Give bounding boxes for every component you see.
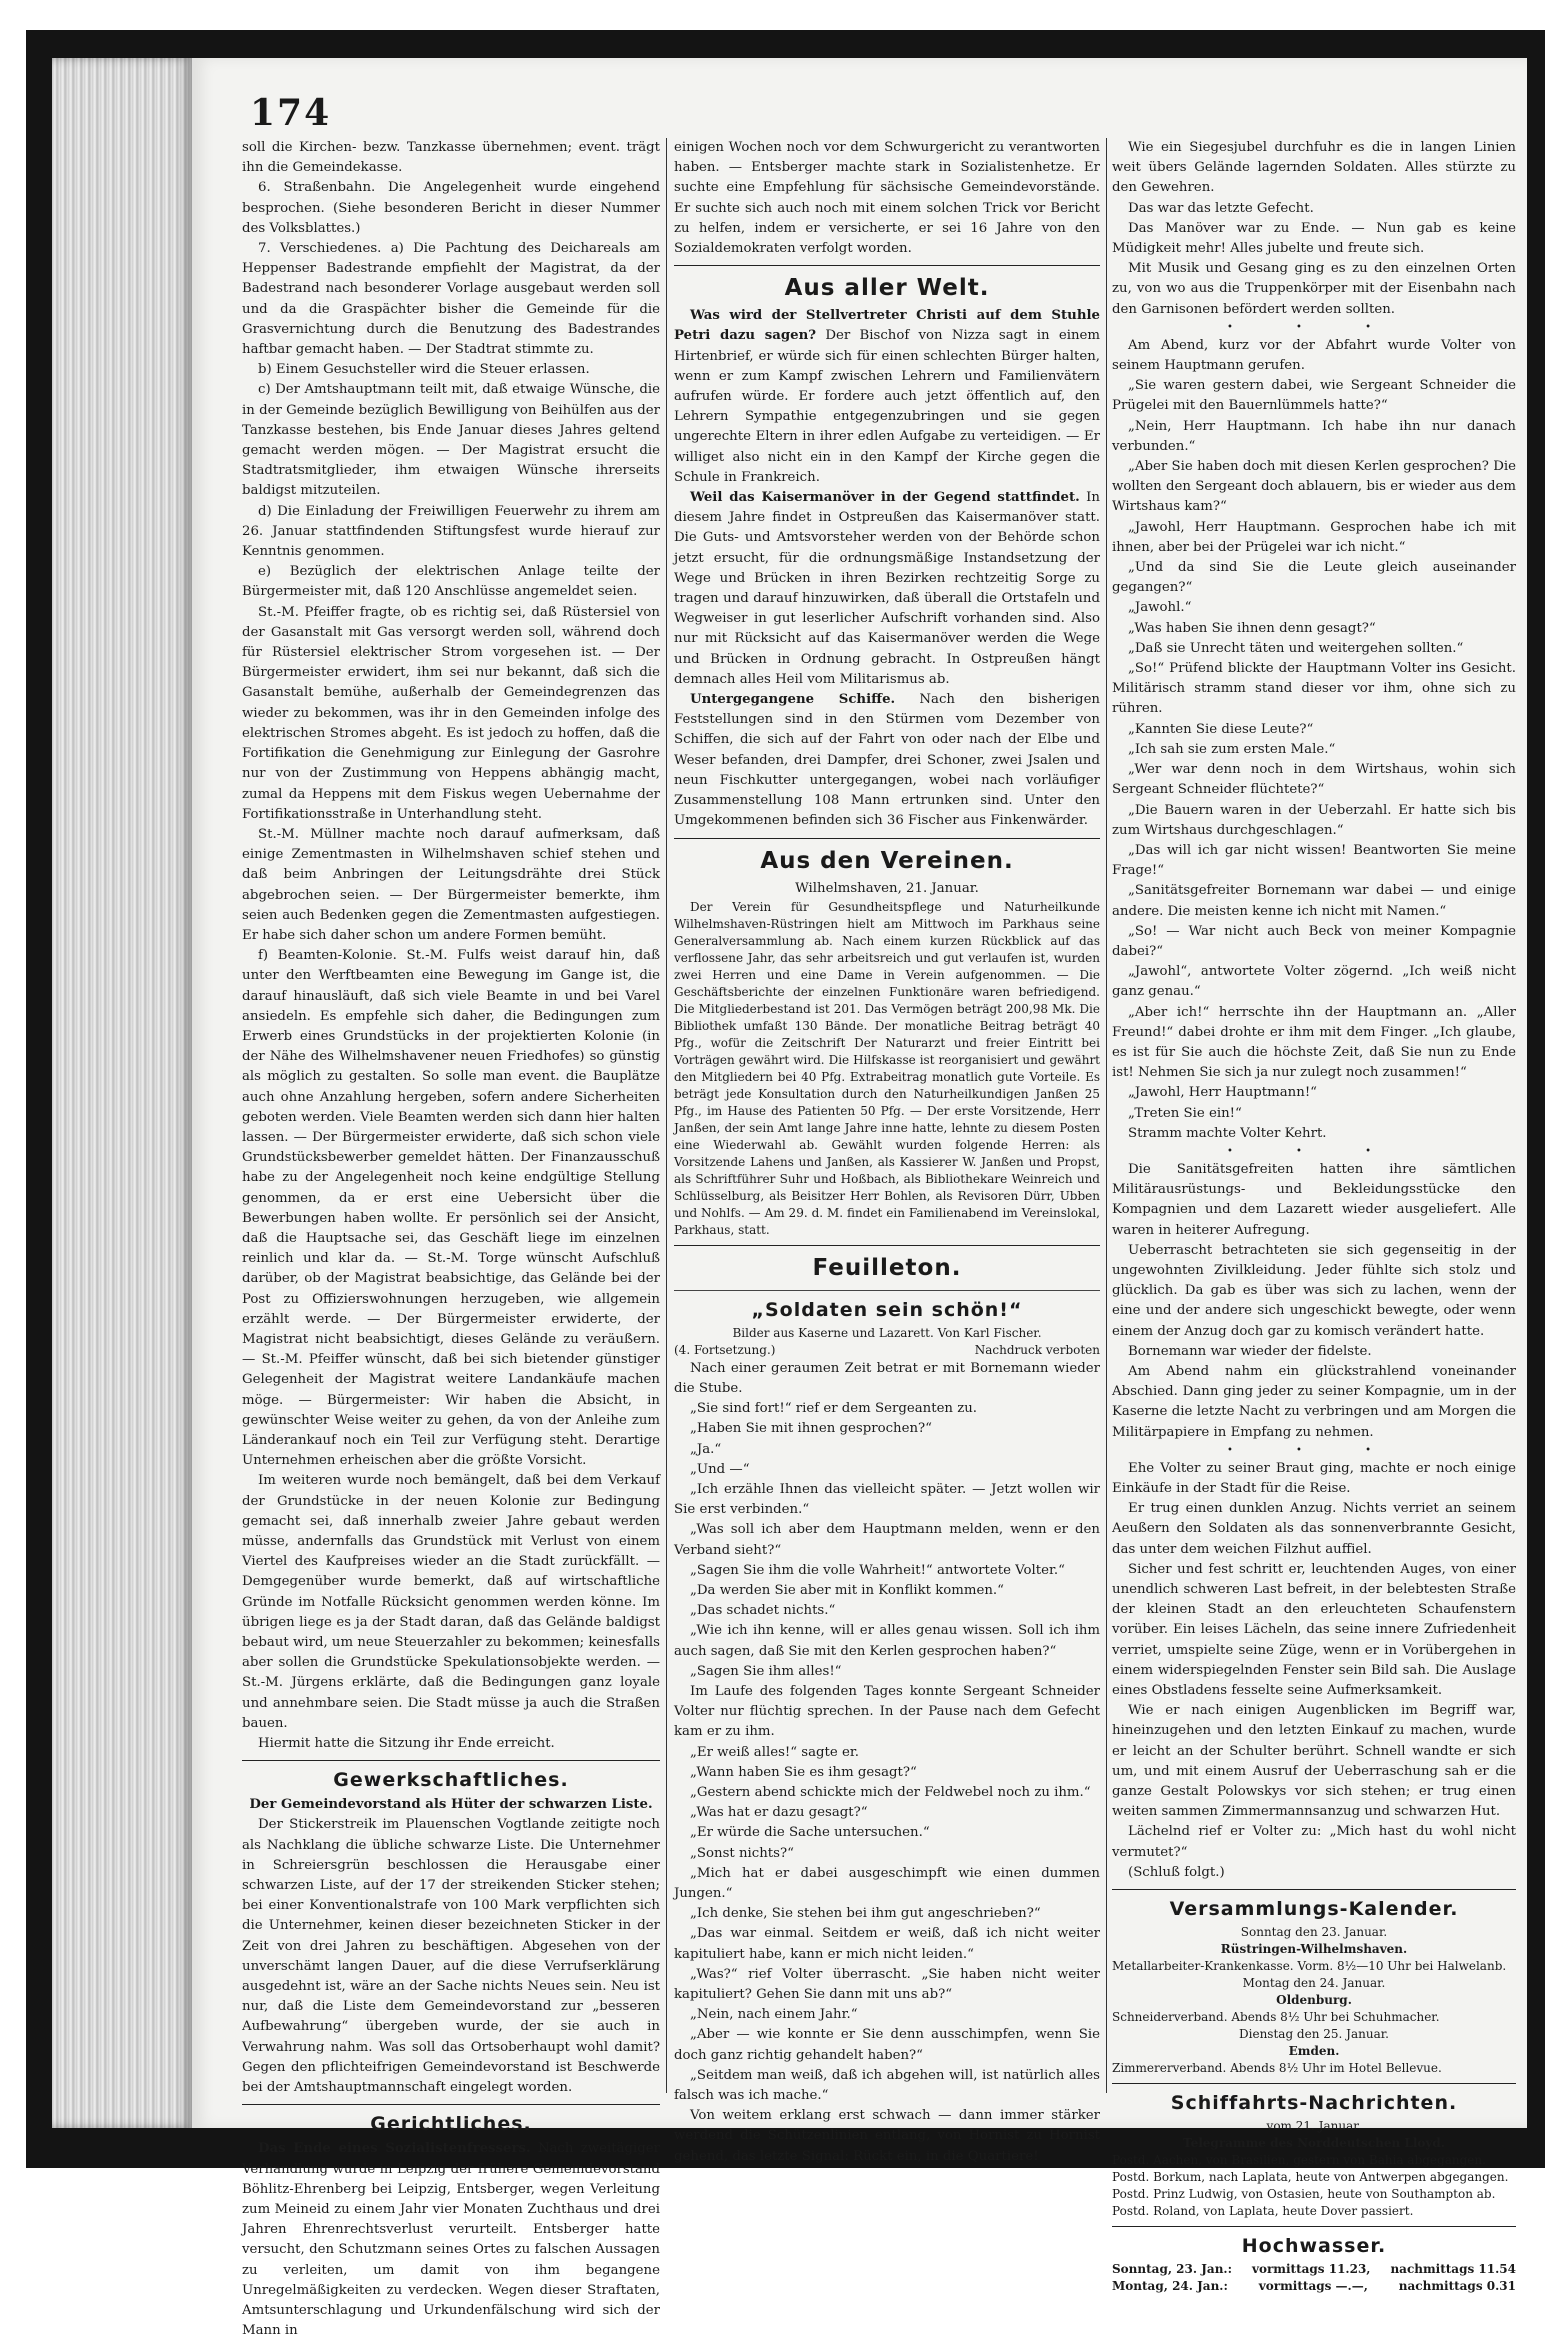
paragraph: „Kannten Sie diese Leute?“ — [1128, 721, 1314, 737]
paragraph: „Ich denke, Sie stehen bei ihm gut angeschrieben?“ — [690, 1906, 1041, 1922]
column-2 — [674, 138, 1100, 2164]
article-title: Weil das Kaisermanöver in der Gegend stattfindet. — [690, 490, 1080, 506]
article-text: In diesem Jahre findet in Ostpreußen das Kaisermanöver statt. Die Guts- und Amtsvorsteher werden von der Behörde schon jetzt ersucht, für die ordnungsmäßige Instandsetzung der Wege und Brücken in ihren Bezirken rechtzeitig Sorge zu tragen und darauf hinzuwirken, daß überall die Ortstafeln und Wegweiser in gut leserlicher Aufschrift vorhanden sind. Also nur mit Rücksicht auf das Kaisermanöver werden die Wege und Brücken in Ordnung gebracht. In Ostpreußen hängt demnach alles Heil vom Militarismus ab. — [674, 490, 1100, 687]
paragraph: „Das will ich gar nicht wissen! Beantworten Sie meine Frage!“ — [1112, 842, 1516, 879]
paragraph: „Treten Sie ein!“ — [1128, 1105, 1242, 1121]
paragraph: einigen Wochen noch vor dem Schwurgericht zu verantworten haben. — Entsberger machte stark in Sozialistenhetze. Er suchte eine Empfehlung für sächsische Gemeindevorstände. Er suchte sich auch noch mit einem solchen Trick vor Bericht zu helfen, indem er versicherte, er sei 16 Jahre von den Sozialdemokraten verfolgt worden. — [674, 140, 1100, 257]
paragraph: Die Sanitätsgefreiten hatten ihre sämtlichen Militärausrüstungs- und Bekleidungsstücke den Kompagnien und dem Lazarett wieder ausgeliefert. Alle waren in heiterer Aufregung. — [1112, 1161, 1516, 1238]
paragraph: Ehe Volter zu seiner Braut ging, machte er noch einige Einkäufe in der Stadt für die Reise. — [1112, 1460, 1516, 1496]
paragraph: Wie ein Siegesjubel durchfuhr es die in langen Linien weit übers Gelände lagernden Soldaten. Alles stürzte zu den Gewehren. — [1112, 140, 1516, 196]
continuation-note: (4. Fortsetzung.) — [674, 1342, 776, 1357]
paragraph: „Jawohl, Herr Hauptmann. Gesprochen habe ich mit ihnen, aber bei der Prügelei war ich nicht.“ — [1112, 519, 1516, 555]
paragraph: „Nein, nach einem Jahr.“ — [690, 2007, 858, 2023]
column-3 — [1112, 138, 1516, 2294]
shipping-line: Postd. Roland, von Laplata, heute Dover passiert. — [1112, 2204, 1414, 2219]
book-page-edge — [52, 58, 192, 2128]
paragraph: Er trug einen dunklen Anzug. Nichts verriet an seinem Aeußern den Soldaten als das sonnenverbrannte Gesicht, das unter dem weichen Filzhut auffiel. — [1112, 1501, 1516, 1557]
section-heading-vereine: Aus den Vereinen. — [760, 847, 1014, 874]
calendar-entry: Zimmererverband. Abends 8½ Uhr im Hotel Bellevue. — [1112, 2061, 1442, 2076]
paragraph: „Sie waren gestern dabei, wie Sergeant Schneider die Prügelei mit den Bauernlümmels hatte?“ — [1112, 378, 1516, 414]
paragraph: „Er weiß alles!“ sagte er. — [690, 1744, 859, 1760]
paragraph: „Aber — wie konnte er Sie denn ausschimpfen, wenn Sie doch ganz richtig gehandelt haben?“ — [674, 2027, 1100, 2063]
section-rule — [1112, 2083, 1516, 2084]
section-rule — [1112, 2226, 1516, 2227]
paragraph: „Da werden Sie aber mit in Konflikt kommen.“ — [690, 1582, 1004, 1598]
section-rule — [674, 1290, 1100, 1291]
dateline: Wilhelmshaven, 21. Januar. — [795, 880, 979, 896]
news-item — [674, 306, 1100, 488]
paragraph: „So!“ Prüfend blickte der Hauptmann Volter ins Gesicht. Militärisch stramm stand dieser vor ihm, ohne sich zu rühren. — [1112, 661, 1516, 717]
paragraph: „Sagen Sie ihm alles!“ — [690, 1663, 842, 1679]
paragraph: „Wie ich ihn kenne, will er alles genau wissen. Soll ich ihm auch sagen, daß Sie mit den Kerlen gesprochen haben?“ — [674, 1623, 1100, 1659]
paragraph: Am Abend nahm ein glückstrahlend voneinander Abschied. Dann ging jeder zu seiner Kompagnie, um in der Kaserne die letzte Nacht zu verbringen und am Morgen die Militärpapiere in Empfang zu nehmen. — [1112, 1363, 1516, 1440]
paragraph: „So! — War nicht auch Beck von meiner Kompagnie dabei?“ — [1112, 923, 1516, 959]
paragraph: (Schluß folgt.) — [1128, 1864, 1225, 1880]
article-title: Untergegangene Schiffe. — [690, 692, 896, 708]
story-continuation — [1112, 1160, 1516, 1443]
section-heading-versammlung: Versammlungs-Kalender. — [1169, 1898, 1459, 1921]
tide-row — [1112, 2261, 1516, 2278]
paragraph: „Sie sind fort!“ rief er dem Sergeanten zu. — [690, 1401, 978, 1417]
paragraph: Von weitem erklang erst schwach — dann immer stärker werdend die Schützenlinien entlang, von Hornist zu Hornist gehend, das letzte Signal: Rückt ein, in die Quartiere! — [674, 2108, 1100, 2164]
section-heading-welt: Aus aller Welt. — [784, 275, 990, 302]
story-title: „Soldaten sein schön!“ — [751, 1298, 1023, 1321]
tide-day: Montag, 24. Jan.: — [1112, 2279, 1228, 2294]
paragraph: „Aber ich!“ herrschte ihn der Hauptmann an. „Aller Freund!“ dabei drohte er ihm mit dem Finger. „Ich glaube, es ist für Sie auch die höchste Zeit, daß Sie nun zu Ende ist! Nehmen Sie sich ja nur zulegt noch zusammen!“ — [1112, 1004, 1516, 1081]
column-rule — [666, 138, 667, 2093]
story-continuation — [1112, 1459, 1516, 1883]
paragraph: „Mich hat er dabei ausgeschimpft wie einen dummen Jungen.“ — [674, 1865, 1100, 1901]
paragraph: „Wer war denn noch in dem Wirtshaus, wohin sich Sergeant Schneider flüchtete?“ — [1112, 762, 1516, 798]
paragraph — [242, 2139, 660, 2341]
paragraph: Das war das letzte Gefecht. — [1128, 200, 1314, 216]
section-rule — [242, 1760, 660, 1761]
story-continuation — [1112, 336, 1516, 1144]
section-rule — [242, 2104, 660, 2105]
article-text: Der Bischof von Nizza sagt in einem Hirtenbrief, er würde sich für einen schlechten Bürger halten, wenn er zum Kampf zwischen Lehrern und Familienvätern aufrufen würde. Er fordere auch jetzt öffentlich auf, den Lehrern Sympathie entgegenzubringen und sie gegen ungerechte Eltern in ihrer edlen Aufgabe zu verteidigen. — Er williget also nicht ein in den Kampf der Kirche gegen die Schule in Frankreich. — [674, 328, 1100, 485]
paragraph: Mit Musik und Gesang ging es zu den einzelnen Orten zu, von wo aus die Truppenkörper mit der Eisenbahn nach den Garnisonen befördert werden sollten. — [1112, 261, 1516, 317]
shipping-line: Postd. Aachen, von Brasilien, gestern von Bahia abgegangen. — [1112, 2153, 1486, 2168]
paragraph: „Aber Sie haben doch mit diesen Kerlen gesprochen? Die wollten den Sergeant doch ablauern, bis er wieder aus dem Wirtshaus kam?“ — [1112, 459, 1516, 515]
section-heading-feuilleton: Feuilleton. — [812, 1254, 962, 1281]
paragraph: „Ich erzähle Ihnen das vielleicht später. — Jetzt wollen wir Sie erst verbinden.“ — [674, 1481, 1100, 1518]
section-rule — [674, 265, 1100, 266]
article-text: Nach den bisherigen Feststellungen sind in den Stürmen vom Dezember von Schiffen, die sich auf der Fahrt von oder nach der Elbe und Weser befanden, drei Dampfer, drei Schoner, zwei Jsalen und neun Fischkutter untergegangen, wobei nach vorläufiger Zusammenstellung 108 Mann ertrunken sind. Unter den Umgekommenen befinden sich 36 Fischer aus Finkenwärder. — [674, 692, 1100, 829]
paragraph: b) Einem Gesuchsteller wird die Steuer erlassen. — [258, 362, 590, 378]
section-heading-gewerkschaft: Gewerkschaftliches. — [333, 1769, 569, 1792]
paragraph: „Was hat er dazu gesagt?“ — [690, 1805, 868, 1821]
paragraph: „Jawohl, Herr Hauptmann!“ — [1128, 1085, 1317, 1101]
tide-morning: vormittags —.—, — [1258, 2279, 1368, 2294]
paragraph: „Sagen Sie ihm die volle Wahrheit!“ antwortete Volter.“ — [690, 1562, 1065, 1578]
section-rule — [674, 1245, 1100, 1246]
story-body — [674, 1359, 1100, 2167]
paragraph: Am Abend, kurz vor der Abfahrt wurde Volter von seinem Hauptmann gerufen. — [1112, 337, 1516, 374]
paragraph: „Ich sah sie zum ersten Male.“ — [1128, 741, 1336, 757]
article-text: Nach zweitägiger Verhandlung wurde in Leipzig der frühere Gemeindevorstand Böhlitz-Ehrenberg bei Leipzig, Entsberger, wegen Verleitung zum Meineid zu einem Jahr vier Monaten Zuchthaus und drei Jahren Ehrenrechtsverlust verurteilt. Entsberger hatte versucht, den Schutzmann seines Ortes zu falschen Aussagen zu verleiten, um damit von ihm begangene Unregelmäßigkeiten zu verdecken. Wegen dieser Straftaten, Amtsunterschlagung und Urkundenfälschung wird sich der Mann in — [242, 2141, 660, 2339]
paragraph: „Ja.“ — [690, 1441, 722, 1457]
paragraph: „Was?“ rief Volter überrascht. „Sie haben nicht weiter kapituliert? Gehen Sie dann mit uns ab?“ — [674, 1966, 1100, 2002]
paragraph: Lächelnd rief er Volter zu: „Mich hast du wohl nicht vermutet?“ — [1112, 1824, 1516, 1860]
paragraph: Der Verein für Gesundheitspflege und Naturheilkunde Wilhelmshaven-Rüstringen hielt am Mittwoch im Parkhaus seine Generalversammlung ab. Nach einem kurzen Rückblick auf das verflossene Jahr, das sehr arbeitsreich und gut verlaufen ist, wurden zwei Herren und eine Dame in Verein aufgenommen. — Die Geschäftsberichte der einzelnen Funktionäre waren befriedigend. Die Mitgliederbestand ist 201. Das Vermögen beträgt 200,98 Mk. Die Bibliothek umfaßt 130 Bände. Der monatliche Beitrag beträgt 40 Pfg., wofür die Zeitschrift Der Naturarzt und freier Eintritt bei Vorträgen gewährt wird. Die Hilfskasse ist reorganisiert und gewährt den Mitgliedern bei 40 Pfg. Extrabeitrag monatlich gute Vorteile. Es beträgt jede Konsultation durch den Naturheilkundigen Janßen 25 Pfg., im Hause des Patienten 50 Pfg. — Der erste Vorsitzende, Herr Janßen, der sein Amt lange Jahre inne hatte, lehnte zu diesem Posten eine Wiederwahl ab. Gewählt wurden folgende Herren: als Vorsitzende Lahens und Janßen, als Kassierer W. Janßen und Propst, als Schriftführer Suhr und Hoßbach, als Bibliothekare Weinreich und Schlüsselburg, als Beisitzer Herr Bohlen, als Revisoren Dürr, Ubben und Nohlfs. — Am 29. d. M. findet ein Familienabend im Vereinslokal, Parkhaus, statt. — [674, 899, 1100, 1237]
story-byline: Bilder aus Kaserne und Lazarett. Von Karl Fischer. — [732, 1325, 1042, 1340]
paragraph: Der Stickerstreik im Plauenschen Vogtlande zeitigte noch als Nachklang die übliche schwarze Liste. Die Unternehmer in Schreiersgrün beschlossen die Herausgabe einer schwarzen Liste, auf der 17 der streikenden Sticker stehen; bei einer Konventionalstrafe von 100 Mark verpflichten sich die Unternehmer, keinen dieser bezeichneten Sticker in der Zeit von drei Jahren zu beschäftigen. Abgesehen von der unverschämt langen Dauer, auf die diese Verrufserklärung ausgedehnt ist, wäre an der Sache nichts Neues sein. Neu ist nur, daß die Liste dem Gemeindevorstand zur „besseren Aufbewahrung“ übergeben wurde, der sie auch in Verwahrung nahm. Was soll das Ortsoberhaupt wohl damit? Gegen den pflichteifrigen Gemeindevorstand ist Beschwerde bei der Amtshauptmannschaft eingelegt worden. — [242, 1817, 660, 2096]
paragraph: „Daß sie Unrecht täten und weitergehen sollten.“ — [1128, 640, 1464, 656]
paragraph: „Gestern abend schickte mich der Feldwebel noch zu ihm.“ — [690, 1784, 1091, 1800]
tide-day: Sonntag, 23. Jan.: — [1112, 2262, 1233, 2277]
section-heading-hochwasser: Hochwasser. — [1241, 2235, 1387, 2258]
paragraph: „Und —“ — [690, 1461, 750, 1477]
article-title: Das Ende eines Sozialistenfressers. — [258, 2141, 531, 2157]
calendar-entry: Metallarbeiter-Krankenkasse. Vorm. 8½—10 Uhr bei Halwelanb. — [1112, 1959, 1507, 1974]
tide-afternoon: nachmittags 0.31 — [1398, 2279, 1516, 2294]
paragraph: Sicher und fest schritt er, leuchtenden Auges, von einer unendlich schweren Last befreit, in der belebtesten Straße der kleinen Stadt an den erleuchteten Schaufenstern vorüber. Ein leises Lächeln, das seine innere Zufriedenheit verriet, umspielte seine Züge, wenn er in Vorübergehen in einem widerspiegelnden Fenster sein Bild sah. Die Auslage eines Obstladens fesselte seine Aufmerksamkeit. — [1112, 1561, 1516, 1699]
calendar-entry: Schneiderverband. Abends 8½ Uhr bei Schuhmacher. — [1112, 2010, 1440, 2025]
paragraph: c) Der Amtshauptmann teilt mit, daß etwaige Wünsche, die in der Gemeinde bezüglich Bewilligung von Beihülfen aus der Tanzkasse bestehen, bis Ende Januar dieses Jahres geltend gemacht werden mögen. — Der Magistrat ersucht die Stadtratsmitglieder, ihm etwaigen Wünsche ihrerseits baldigst mitzuteilen. — [242, 382, 660, 499]
section-separator: • • • — [1226, 321, 1402, 333]
paragraph: „Das war einmal. Seitdem er weiß, daß ich nicht weiter kapituliert habe, kann er mich nicht leiden.“ — [674, 1926, 1100, 1962]
paragraph: „Er würde die Sache untersuchen.“ — [690, 1825, 930, 1841]
shipping-line: Postd. Prinz Ludwig, von Ostasien, heute von Southampton ab. — [1112, 2187, 1496, 2202]
paragraph: „Jawohl“, antwortete Volter zögernd. „Ich weiß nicht ganz genau.“ — [1112, 964, 1516, 1000]
news-item — [674, 690, 1100, 831]
tide-morning: vormittags 11.23, — [1251, 2262, 1371, 2277]
calendar-date: Montag den 24. Januar. — [1242, 1976, 1386, 1991]
paragraph: „Was haben Sie ihnen denn gesagt?“ — [1128, 620, 1376, 636]
section-heading-gericht: Gerichtliches. — [370, 2113, 532, 2136]
story-continuation — [1112, 138, 1516, 320]
tide-row — [1112, 2278, 1516, 2295]
paragraph: St.-M. Pfeiffer fragte, ob es richtig sei, daß Rüstersiel von der Gasanstalt mit Gas versorgt werden soll, während doch für Rüstersiel elektrischer Strom vorgesehen ist. — Der Bürgermeister erwidert, ihm sei nur bekannt, daß sich die Gasanstalt bemühe, außerhalb der Gemeindegrenzen das wieder zu bekommen, was ihr in den Gemeinden infolge des elektrischen Stromes abgeht. Es ist jedoch zu hoffen, daß die Fortifikation die Genehmigung zur Einlegung der Gasrohre nur von der Zustimmung von Heppens abhängig macht, zumal da Heppens mit dem Fiskus wegen Uebernahme der Fortifikationsstraße in Unterhandlung steht. — [242, 604, 660, 822]
paragraph: „Die Bauern waren in der Ueberzahl. Er hatte sich bis zum Wirtshaus durchgeschlagen.“ — [1112, 802, 1516, 838]
calendar-place: Emden. — [1288, 2044, 1340, 2059]
paragraph: „Jawohl.“ — [1128, 600, 1192, 616]
shipping-line: Postd. Borkum, nach Laplata, heute von Antwerpen abgegangen. — [1112, 2170, 1509, 2185]
paragraph: „Das schadet nichts.“ — [690, 1603, 836, 1619]
paragraph: „Seitdem man weiß, daß ich abgehen will, ist natürlich alles falsch was ich mache.“ — [674, 2067, 1100, 2104]
paragraph: Hiermit hatte die Sitzung ihr Ende erreicht. — [258, 1736, 555, 1752]
paragraph: d) Die Einladung der Freiwilligen Feuerwehr zu ihrem am 26. Januar stattfindenden Stiftungsfest wurde hierauf zur Kenntnis genommen. — [242, 503, 660, 560]
newspaper-page — [192, 58, 1527, 2339]
paragraph: Nach einer geraumen Zeit betrat er mit Bornemann wieder die Stube. — [674, 1360, 1100, 1396]
paragraph: Im weiteren wurde noch bemängelt, daß bei dem Verkauf der Grundstücke in der neuen Kolonie zur Bedingung gemacht sei, daß innerhalb zweier Jahre gebaut werden müsse, andernfalls das Grundstück mit Verlust von einem Viertel des Kaufpreises wieder an die Stadt zurückfällt. — Demgegenüber wurde bemerkt, daß auf wirtschaftliche Gründe im Notfalle Rücksicht genommen werden könne. Im übrigen liege es ja der Stadt daran, daß das Gelände baldigst bebaut wird, um neue Steuerzahler zu bekommen; keinesfalls aber sollen die Grundstücke Spekulationsobjekte werden. — St.-M. Jürgens erklärte, daß die Bedingungen ganz loyale und annehmbare seien. Die Stadt müsse ja auch die Straßen bauen. — [242, 1473, 660, 1731]
shipping-source: Telegramme des Norddeutschen Lloyd. — [1183, 2136, 1445, 2151]
section-rule — [674, 838, 1100, 839]
paragraph: „Sonst nichts?“ — [690, 1845, 794, 1861]
section-heading-schiffahrt: Schiffahrts-Nachrichten. — [1170, 2092, 1458, 2115]
paragraph: „Und da sind Sie die Leute gleich auseinander gegangen?“ — [1112, 560, 1516, 596]
paragraph: 7. Verschiedenes. a) Die Pachtung des Deichareals am Heppenser Badestrande empfiehlt der Magistrat, da der Badestrand nach besonderer Vorlage ausgebaut werden soll und da die Graspächter bisher die Gemeinde für die Grasvernichtung durch die Benutzung des Badestrandes haftbar gemacht haben. — Der Stadtrat stimmte zu. — [242, 241, 660, 358]
section-rule — [1112, 1889, 1516, 1890]
paragraph: Stramm machte Volter Kehrt. — [1128, 1125, 1327, 1141]
paragraph: „Was soll ich aber dem Hauptmann melden, wenn er den Verband sieht?“ — [674, 1522, 1100, 1558]
paragraph: e) Bezüglich der elektrischen Anlage teilte der Bürgermeister mit, daß 120 Anschlüsse angemeldet seien. — [242, 564, 660, 600]
calendar-date: Dienstag den 25. Januar. — [1239, 2027, 1389, 2042]
calendar-date: Sonntag den 23. Januar. — [1240, 1925, 1388, 1940]
paragraph: 6. Straßenbahn. Die Angelegenheit wurde eingehend besprochen. (Siehe besonderen Bericht in dieser Nummer des Volksblattes.) — [242, 180, 660, 236]
paragraph: St.-M. Müllner machte noch darauf aufmerksam, daß einige Zementmasten in Wilhelmshaven schief stehen und daß beim Anbringen der Leitungsdrähte drei Stück abgebrochen seien. — Der Bürgermeister bemerkte, ihm seien auch Bedenken gegen die Zementmasten aufgestiegen. Er habe sich daher schon um andere Formen bemüht. — [242, 826, 660, 943]
paragraph: f) Beamten-Kolonie. St.-M. Fulfs weist darauf hin, daß unter den Werftbeamten eine Bewegung im Gange ist, die darauf hinausläuft, daß sich viele Beamte in und bei Varel ansiedeln. Es empfehle sich daher, die Bedingungen zum Erwerb eines Grundstücks in der projektierten Kolonie (in der Nähe des Wilhelmshavener neuen Friedhofes) so günstig als möglich zu gestalten. So solle man event. die Bauplätze auch ohne Anzahlung hergeben, sofern andere Sicherheiten geboten werden. Viele Beamten werden sich dann hier halten lassen. — Der Bürgermeister erwiderte, daß sich schon viele Grundstücksbewerber gemeldet hätten. Der Finanzausschuß habe zu der Angelegenheit noch keine endgültige Stellung genommen, da er erst eine Uebersicht über die Bewerbungen haben wollte. Er persönlich sei der Ansicht, daß die Hauptsache sei, das Geschäft liege im einzelnen reinlich und klar da. — St.-M. Torge wünscht Aufschluß darüber, ob der Magistrat beabsichtige, das Gelände bei der Post zu Offizierswohnungen herzugeben, wie allgemein erzählt werde. — Der Bürgermeister erwiderte, der Magistrat nicht beabsichtigt, dieses Gelände zu veräußern. — St.-M. Pfeiffer wünscht, daß bei sich bietender günstiger Gelegenheit der Magistrat weitere Landankäufe machen möge. — Bürgermeister: Wir haben die Absicht, in gewünschter Weise weiter zu gehen, da von der Anleihe zum Länderankauf noch ein Teil zur Verfügung steht. Derartige Unternehmen erheischen aber die größte Vorsicht. — [242, 948, 660, 1469]
article-title: Der Gemeindevorstand als Hüter der schwarzen Liste. — [249, 1797, 653, 1813]
paragraph: „Wann haben Sie es ihm gesagt?“ — [690, 1764, 917, 1780]
paragraph: Im Laufe des folgenden Tages konnte Sergeant Schneider Volter nur flüchtig sprechen. In der Pause nach dem Gefecht kam er zu ihm. — [674, 1683, 1100, 1740]
paragraph: soll die Kirchen- bezw. Tanzkasse übernehmen; event. trägt ihn die Gemeindekasse. — [242, 140, 660, 176]
article-title: Was wird der Stellvertreter Christi auf dem Stuhle Petri dazu sagen? — [674, 308, 1100, 344]
section-separator: • • • — [1226, 1444, 1402, 1456]
paragraph: Wie er nach einigen Augenblicken im Begriff war, hineinzugehen und den letzten Einkauf zu machen, wurde er leicht an der Schulter berührt. Schnell wandte er sich um, und mit einem Ausruf der Ueberraschung sah er die ganze Gestalt Polowskys vor sich stehen; er trug einen weiten sammen Zimmermannsanzug und schwarzen Hut. — [1112, 1703, 1516, 1820]
story-meta — [674, 1342, 1100, 1359]
paragraph: Bornemann war wieder der fidelste. — [1128, 1343, 1372, 1359]
tide-afternoon: nachmittags 11.54 — [1390, 2262, 1516, 2277]
reprint-note: Nachdruck verboten — [974, 1342, 1100, 1357]
paragraph: „Haben Sie mit ihnen gesprochen?“ — [690, 1421, 932, 1437]
column-rule — [1106, 138, 1107, 2093]
paragraph: „Nein, Herr Hauptmann. Ich habe ihn nur danach verbunden.“ — [1112, 418, 1516, 454]
calendar-place: Rüstringen-Wilhelmshaven. — [1220, 1942, 1408, 1957]
news-item — [674, 488, 1100, 690]
shipping-date: vom 21. Januar. — [1266, 2119, 1362, 2134]
section-separator: • • • — [1226, 1145, 1402, 1157]
paragraph: „Sanitätsgefreiter Bornemann war dabei — und einige andere. Die meisten kenne ich nicht mit Namen.“ — [1112, 883, 1516, 919]
paragraph: Ueberrascht betrachteten sie sich gegenseitig in der ungewohnten Zivilkleidung. Jeder fühlte sich stolz und glücklich. Da gab es über was sich zu lachen, wenn der eine und der andere sich ungeschickt bewegte, oder wenn einem der Anzug doch gar zu komisch verändert hatte. — [1112, 1242, 1516, 1339]
column-1 — [242, 138, 660, 2339]
paragraph: Das Manöver war zu Ende. — Nun gab es keine Müdigkeit mehr! Alles jubelte und freute sich. — [1112, 220, 1516, 257]
calendar-place: Oldenburg. — [1276, 1993, 1352, 2008]
page-number: 174 — [250, 92, 332, 134]
